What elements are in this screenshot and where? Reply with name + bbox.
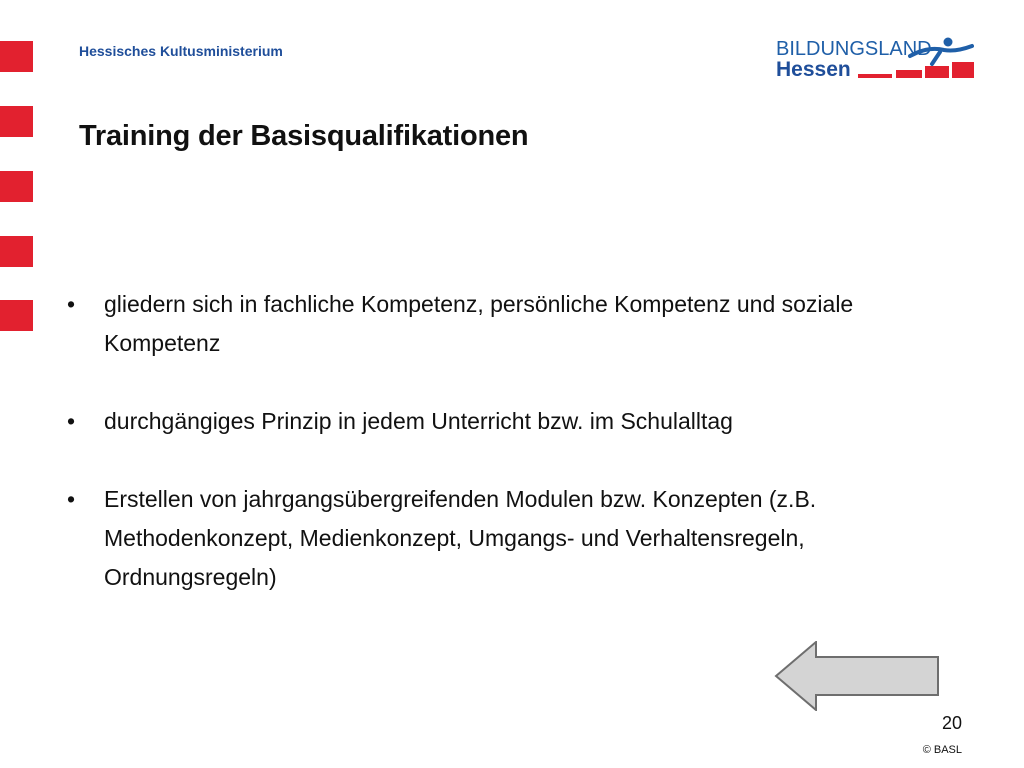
logo-text-line1: BILDUNGSLAND [776,38,932,60]
back-arrow-button[interactable] [774,641,940,711]
bildungsland-hessen-logo [776,34,976,84]
side-bar-4 [0,236,33,267]
side-bar-5 [0,300,33,331]
logo-text-line2: Hessen [776,58,851,81]
left-arrow-icon[interactable] [776,642,938,710]
page-number: 20 [941,713,962,733]
bullet-item: • Erstellen von jahrgangsübergreifenden Modulen bzw. Konzepten (z.B. Methodenkonzept, Medienkonzept, Umgangs- und Verhaltensregeln, Ordnungsregeln) [60,480,960,597]
copyright-notice: © BASL [922,744,962,756]
bullet-item: • durchgängiges Prinzip in jedem Unterricht bzw. im Schulalltag [60,402,960,441]
bullet-list [60,285,960,636]
side-bar-1 [0,41,33,72]
logo-figure-icon [858,34,974,84]
bullet-item: • gliedern sich in fachliche Kompetenz, persönliche Kompetenz und soziale Kompetenz [60,285,960,363]
side-bar-3 [0,171,33,202]
slide-title: Training der Basisqualifikationen [79,120,529,152]
ministry-name: Hessisches Kultusministerium [79,43,283,59]
side-bar-2 [0,106,33,137]
